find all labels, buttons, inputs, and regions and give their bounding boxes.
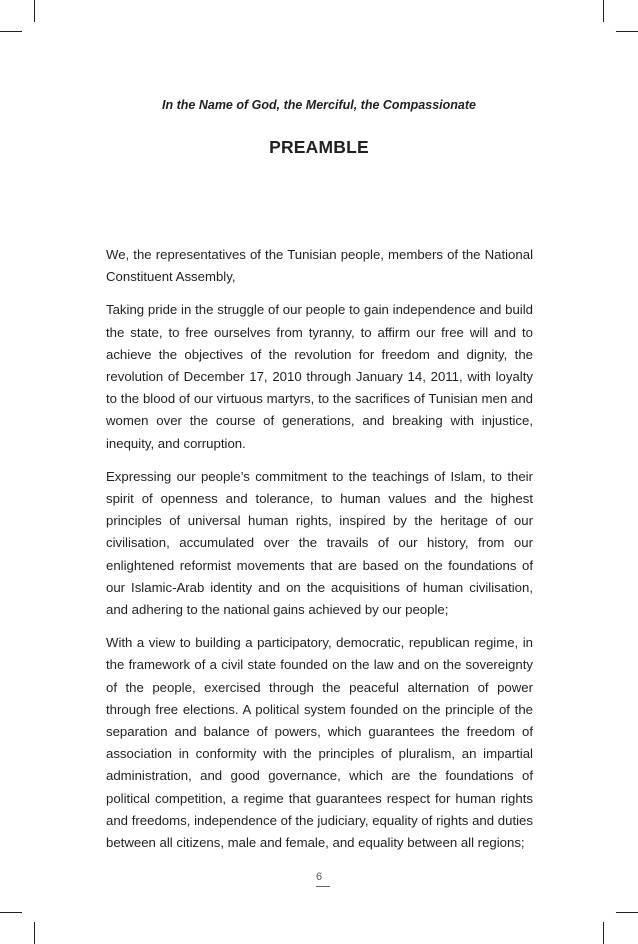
paragraph: Expressing our people’s commitment to the teachings of Islam, to their spirit of openness and tolerance, to human values and the highest principles of universal human rights, inspired by the heritage of our civilisation, accumulated over the travails of our history, from our enlightened reformist movements that are based on the foundations of our Islamic-Arab identity and on the acquisitions of human civilisation, and adhering to the national gains achieved by our people;	[106, 468, 533, 618]
crop-mark-top-left-v	[34, 0, 35, 22]
paragraph: We, the representatives of the Tunisian people, members of the National Constituent Assembly,	[106, 247, 533, 285]
paragraph: Taking pride in the struggle of our people to gain independence and build the state, to free ourselves from tyranny, to affirm our free will and to achieve the objectives of the revolution for freedom and dignity, the revolution of December 17, 2010 through January 14, 2011, with loyalty to the blood of our virtuous martyrs, to the sacrifices of Tunisian men and women over the course of generations, and breaking with injustice, inequity, and corruption.	[106, 302, 533, 451]
crop-mark-bottom-right-v	[603, 922, 604, 944]
crop-mark-top-right-v	[603, 0, 604, 22]
crop-mark-bottom-left-h	[0, 912, 22, 913]
crop-mark-top-left-h	[0, 31, 22, 32]
crop-mark-bottom-right-h	[616, 912, 638, 913]
invocation-motto: In the Name of God, the Merciful, the Compassionate	[162, 98, 476, 112]
page-number: 6	[315, 871, 323, 883]
preamble-body	[106, 244, 533, 865]
crop-mark-bottom-left-v	[34, 922, 35, 944]
page-title: PREAMBLE	[269, 137, 369, 157]
page-number-rule	[316, 886, 330, 887]
paragraph: With a view to building a participatory, democratic, republican regime, in the framework of a civil state founded on the law and on the sovereignty of the people, exercised through the peaceful alternation of power through free elections. A political system founded on the principle of the separation and balance of powers, which guarantees the freedom of association in conformity with the principles of pluralism, an impartial administration, and good governance, which are the foundations of political competition, a regime that guarantees respect for human rights and freedoms, independence of the judiciary, equality of rights and duties between all citizens, male and female, and equality between all regions;	[106, 635, 533, 851]
crop-mark-top-right-h	[616, 31, 638, 32]
